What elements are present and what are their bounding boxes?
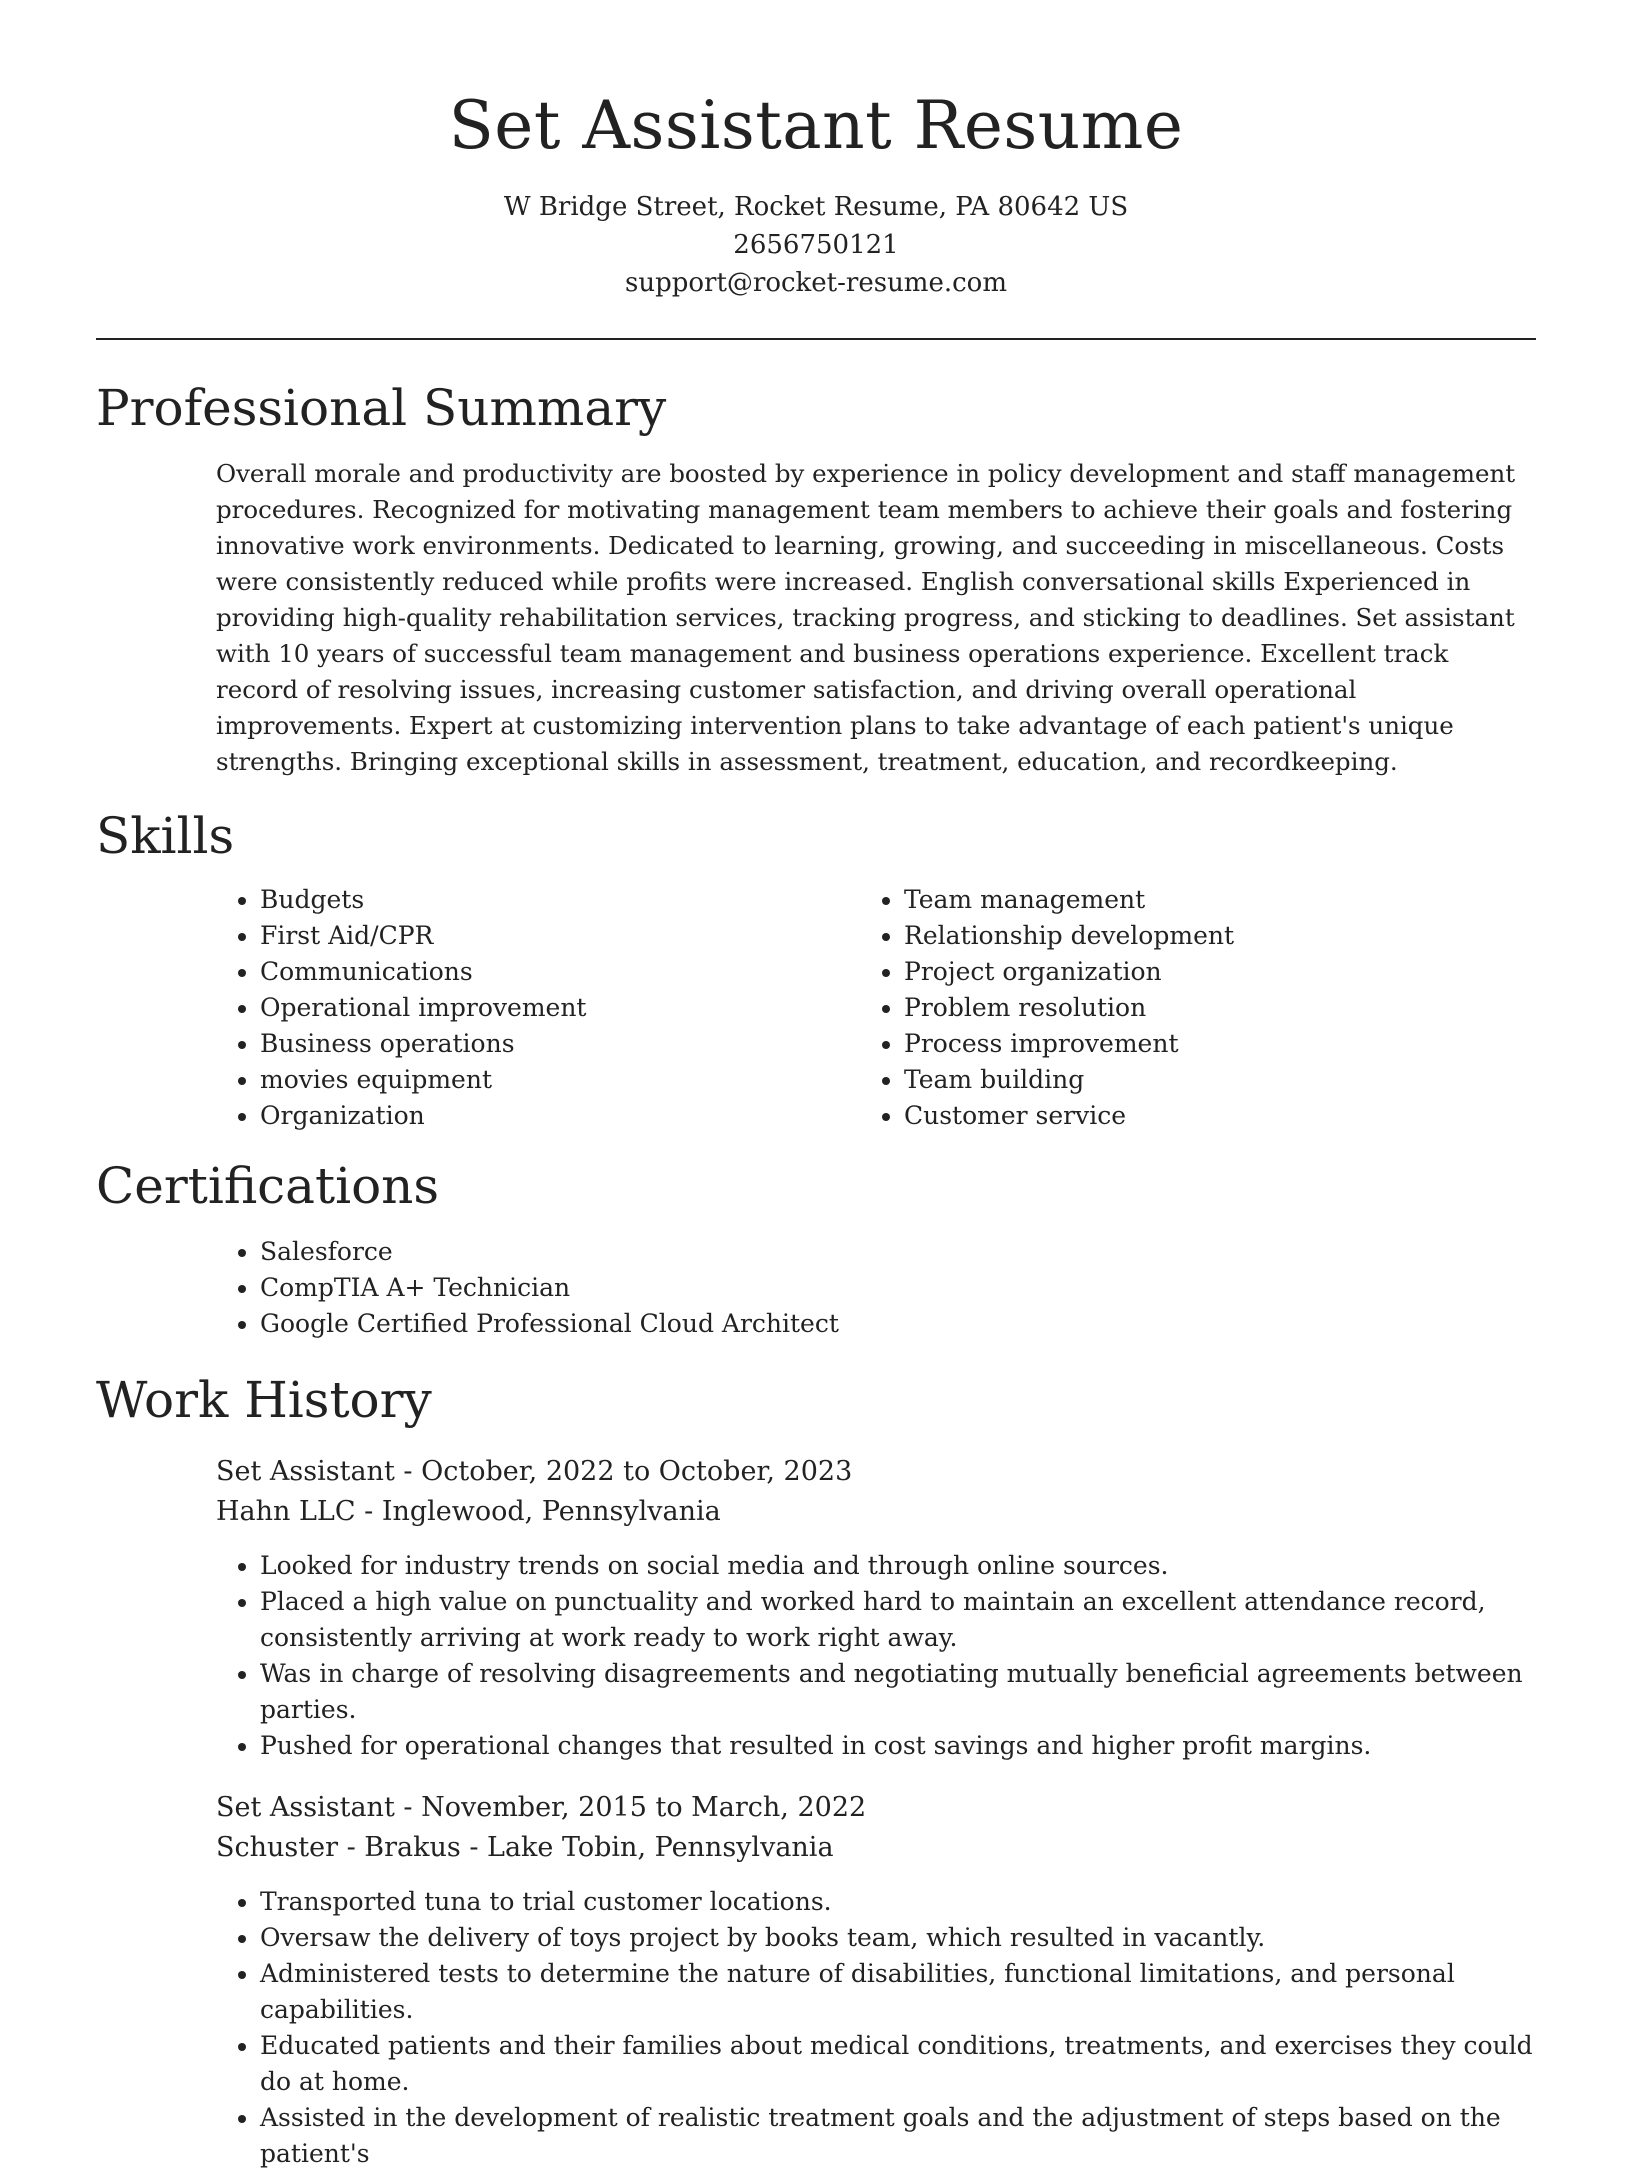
- job-dates: - November, 2015 to March, 2022: [394, 1792, 867, 1823]
- skill-item: • Relationship development: [904, 918, 1234, 954]
- job-dates: - October, 2022 to October, 2023: [394, 1456, 853, 1487]
- resume-title: Set Assistant Resume: [448, 87, 1184, 164]
- skills-list: [96, 882, 1536, 1134]
- certification-item: • Google Certified Professional Cloud Architect: [260, 1306, 1536, 1342]
- job-company: Hahn LLC: [216, 1496, 356, 1527]
- certification-item: • Salesforce: [260, 1234, 1536, 1270]
- skills-column-1: [96, 882, 790, 1134]
- certification-item: • CompTIA A+ Technician: [260, 1270, 1536, 1306]
- certifications-heading: Certifications: [96, 1157, 440, 1215]
- job-entry: [216, 1452, 1536, 1764]
- certifications-list: [96, 1234, 1536, 1342]
- job-duty-item: • Was in charge of resolving disagreements and negotiating mutually beneficial agreements between parties.: [260, 1656, 1536, 1728]
- job-company-line: [216, 1828, 1536, 1868]
- contact-block: [96, 188, 1536, 302]
- job-role: Set Assistant: [216, 1456, 395, 1487]
- resume-page: [96, 0, 1536, 2172]
- job-duties: [216, 1548, 1536, 1764]
- skill-item: • Team building: [904, 1062, 1234, 1098]
- work-history-heading: Work History: [96, 1371, 432, 1429]
- skill-item: • Operational improvement: [260, 990, 790, 1026]
- job-company: Schuster - Brakus: [216, 1832, 461, 1863]
- job-duty-item: • Transported tuna to trial customer locations.: [260, 1884, 1536, 1920]
- job-duty-item: • Educated patients and their families about medical conditions, treatments, and exercises they could do at home.: [260, 2028, 1536, 2100]
- skill-item: • Communications: [260, 954, 790, 990]
- job-role: Set Assistant: [216, 1792, 395, 1823]
- skills-column-2: [790, 882, 1234, 1134]
- job-duty-item: • Placed a high value on punctuality and worked hard to maintain an excellent attendance record, consistently arriving at work ready to work right away.: [260, 1584, 1536, 1656]
- skill-item: • Customer service: [904, 1098, 1234, 1134]
- skill-item: • movies equipment: [260, 1062, 790, 1098]
- contact-phone: 2656750121: [733, 230, 899, 260]
- job-entry: [216, 1788, 1536, 2172]
- job-duty-item: • Looked for industry trends on social media and through online sources.: [260, 1548, 1536, 1584]
- contact-email: support@rocket-resume.com: [624, 268, 1007, 298]
- job-location: - Lake Tobin, Pennsylvania: [460, 1832, 834, 1863]
- skill-item: • Budgets: [260, 882, 790, 918]
- job-title-line: [216, 1788, 1536, 1828]
- skill-item: • Problem resolution: [904, 990, 1234, 1026]
- job-duties: [216, 1884, 1536, 2172]
- summary-heading: Professional Summary: [96, 379, 667, 437]
- skill-item: • Organization: [260, 1098, 790, 1134]
- job-duty-item: • Administered tests to determine the nature of disabilities, functional limitations, and personal capabilities.: [260, 1956, 1536, 2028]
- job-title-line: [216, 1452, 1536, 1492]
- skill-item: • Team management: [904, 882, 1234, 918]
- job-duty-item: • Assisted in the development of realistic treatment goals and the adjustment of steps based on the patient's: [260, 2100, 1536, 2172]
- skill-item: • Business operations: [260, 1026, 790, 1062]
- skill-item: • First Aid/CPR: [260, 918, 790, 954]
- skills-heading: Skills: [96, 807, 235, 865]
- resume-header: [96, 0, 1536, 302]
- job-company-line: [216, 1492, 1536, 1532]
- header-divider: [96, 338, 1536, 340]
- skill-item: • Process improvement: [904, 1026, 1234, 1062]
- contact-address: W Bridge Street, Rocket Resume, PA 80642 US: [503, 192, 1129, 222]
- summary-text: Overall morale and productivity are boosted by experience in policy development and staff management procedures. Recognized for motivating management team members to achieve their goals and fostering innovative work environments. Dedicated to learning, growing, and succeeding in miscellaneous. Costs were consistently reduced while profits were increased. English conversational skills Experienced in providing high-quality rehabilitation services, tracking progress, and sticking to deadlines. Set assistant with 10 years of successful team management and business operations experience. Excellent track record of resolving issues, increasing customer satisfaction, and driving overall operational improvements. Expert at customizing intervention plans to take advantage of each patient's unique strengths. Bringing exceptional skills in assessment, treatment, education, and recordkeeping.: [216, 459, 1516, 776]
- job-duty-item: • Oversaw the delivery of toys project by books team, which resulted in vacantly.: [260, 1920, 1536, 1956]
- job-duty-item: • Pushed for operational changes that resulted in cost savings and higher profit margins.: [260, 1728, 1536, 1764]
- skill-item: • Project organization: [904, 954, 1234, 990]
- job-location: - Inglewood, Pennsylvania: [355, 1496, 721, 1527]
